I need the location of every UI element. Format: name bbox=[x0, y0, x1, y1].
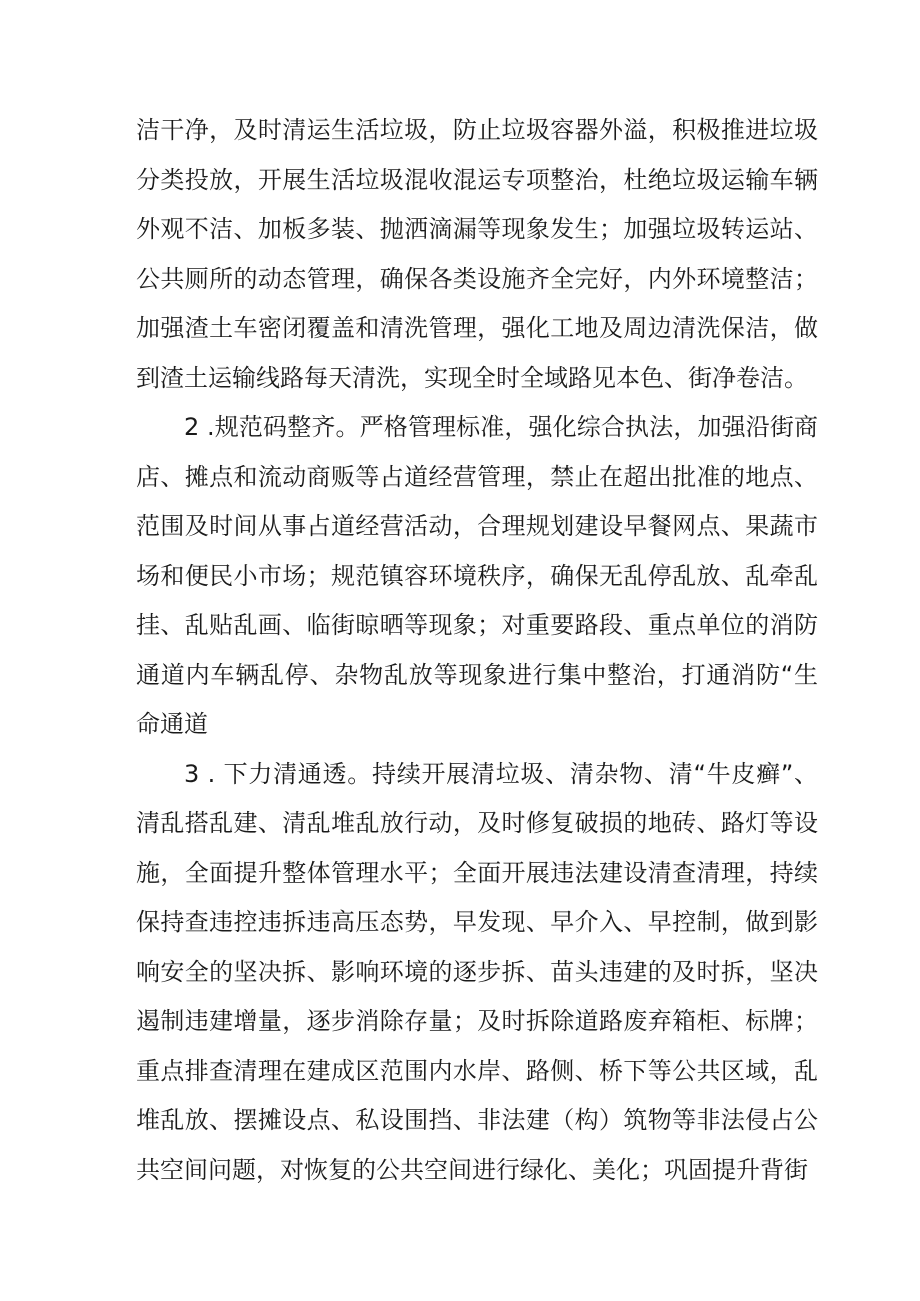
paragraph-continuation: 洁干净，及时清运生活垃圾，防止垃圾容器外溢，积极推进垃圾分类投放，开展生活垃圾混收混运专项整治，杜绝垃圾运输车辆外观不洁、加板多装、抛洒滴漏等现象发生；加强垃圾转运站、公共厕所的动态管理，确保各类设施齐全完好，内外环境整洁；加强渣土车密闭覆盖和清洗管理，强化工地及周边清洗保洁，做到渣土运输线路每天清洗，实现全时全域路见本色、街净卷洁。 bbox=[136, 116, 818, 392]
paragraph-item-2: 2 .规范码整齐。严格管理标准，强化综合执法，加强沿街商店、摊点和流动商贩等占道经营管理，禁止在超出批准的地点、范围及时间从事占道经营活动，合理规划建设早餐网点、果蔬市场和便民小市场；规范镇容环境秩序，确保无乱停乱放、乱牵乱挂、乱贴乱画、临街晾晒等现象；对重要路段、重点单位的消防通道内车辆乱停、杂物乱放等现象进行集中整治，打通消防“生命通道 bbox=[136, 413, 818, 738]
paragraph-item-3: 3 . 下力清通透。持续开展清垃圾、清杂物、清“牛皮癣”、清乱搭乱建、清乱堆乱放行动，及时修复破损的地砖、路灯等设施，全面提升整体管理水平；全面开展违法建设清查清理，持续保持查违控违拆违高压态势，早发现、早介入、早控制，做到影响安全的坚决拆、影响环境的逐步拆、苗头违建的及时拆，坚决遏制违建增量，逐步消除存量；及时拆除道路废弃箱柜、标牌；重点排查清理在建成区范围内水岸、路侧、桥下等公共区域，乱堆乱放、摆摊设点、私设围挡、非法建（构）筑物等非法侵占公共空间问题，对恢复的公共空间进行绿化、美化；巩固提升背街 bbox=[136, 759, 818, 1184]
document-body bbox=[136, 106, 818, 1195]
